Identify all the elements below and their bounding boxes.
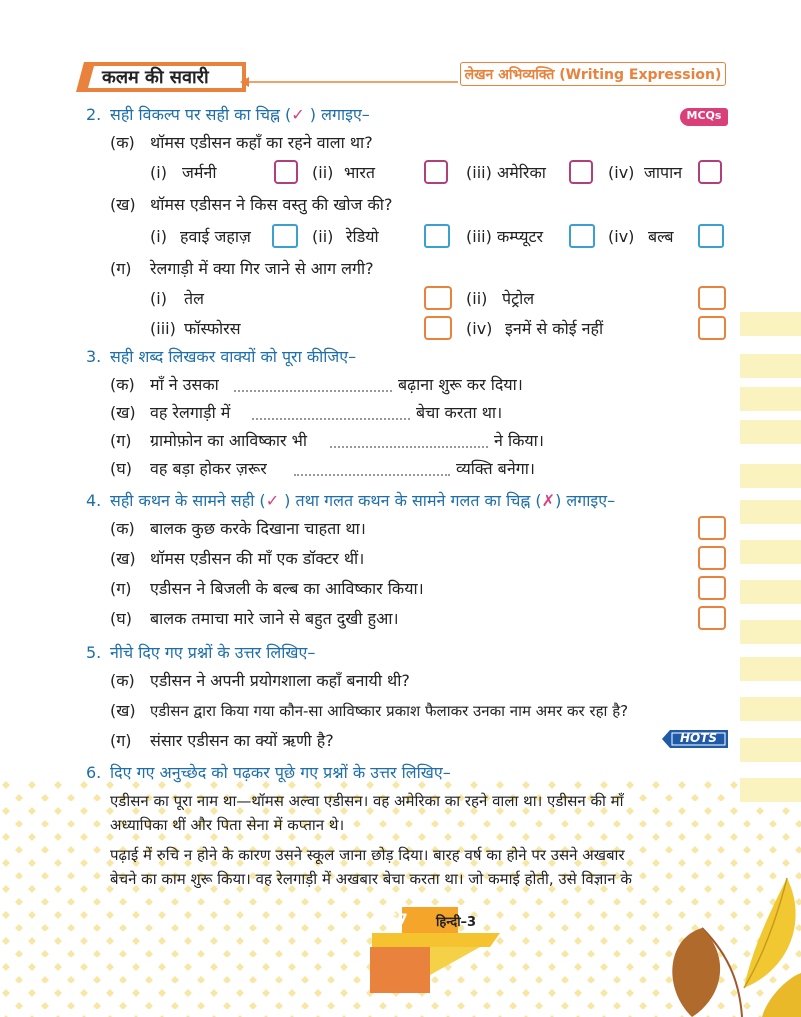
answer-checkbox[interactable] (274, 160, 298, 184)
tick-mark: ✓ (291, 105, 305, 124)
true-false-box[interactable] (698, 546, 726, 570)
option-number: (iv) (466, 319, 493, 338)
blank-line[interactable] (294, 474, 450, 476)
side-stripe (740, 580, 801, 604)
q4-item-label: (क) (110, 519, 135, 538)
q2-ka-label: (क) (110, 133, 135, 152)
q6-number: 6. (86, 763, 102, 782)
q3-item-after: बढ़ाना शुरू कर दिया। (398, 375, 523, 394)
q4-item-label: (घ) (110, 609, 132, 628)
side-stripe (740, 620, 801, 644)
mcq-badge-label: MCQs (686, 109, 722, 122)
q3-item-before: वह बड़ा होकर ज़रूर (150, 459, 267, 478)
section-label-box (460, 62, 726, 86)
q4-title-c: ) लगाइए– (555, 491, 616, 510)
q4-item-label: (ग) (110, 579, 132, 598)
side-stripe (740, 540, 801, 564)
side-stripe (740, 657, 801, 681)
q3-item-after: ने किया। (494, 431, 544, 450)
option-number: (ii) (466, 289, 488, 308)
q5-item-text: एडीसन द्वारा किया गया कौन-सा आविष्कार प्रकाश फैलाकर उनका नाम अमर कर रहा है? (150, 702, 629, 720)
true-false-box[interactable] (698, 576, 726, 600)
leaves-decoration (662, 868, 801, 1017)
option-number: (i) (150, 163, 167, 182)
option-text: बल्ब (648, 227, 674, 246)
option-text: इनमें से कोई नहीं (505, 319, 604, 338)
side-stripe (740, 500, 801, 524)
q3-item-before: ग्रामोफ़ोन का आविष्कार भी (150, 431, 308, 450)
q4-item-text: बालक तमाचा मारे जाने से बहुत दुखी हुआ। (150, 609, 399, 628)
q4-item-label: (ख) (110, 549, 136, 568)
side-stripe (740, 420, 801, 444)
option-number: (iv) (608, 227, 635, 246)
q2-ga-label: (ग) (110, 259, 132, 278)
side-stripe (740, 387, 801, 411)
answer-checkbox[interactable] (569, 160, 593, 184)
header-arrow-line (240, 76, 460, 88)
answer-checkbox[interactable] (424, 224, 450, 248)
side-stripe (740, 778, 801, 802)
q5-title: नीचे दिए गए प्रश्नों के उत्तर लिखिए– (110, 643, 316, 662)
q5-number: 5. (86, 643, 102, 662)
hots-badge-label: HOTS (679, 731, 718, 745)
option-text: भारत (344, 163, 376, 182)
option-text: कम्प्यूटर (497, 227, 544, 246)
answer-checkbox[interactable] (698, 160, 722, 184)
answer-checkbox[interactable] (272, 224, 298, 248)
q3-item-label: (ख) (110, 403, 136, 422)
q3-item-label: (क) (110, 375, 135, 394)
book-label: हिन्दी–3 (436, 915, 477, 930)
q2-title-a: सही विकल्प पर सही का चिह्न ( (110, 105, 292, 124)
q2-ga-question: रेलगाड़ी में क्या गिर जाने से आग लगी? (150, 259, 374, 278)
passage-line: अध्यापिका थीं और पिता सेना में कप्तान थे। (110, 816, 345, 834)
footer-decoration (350, 905, 510, 995)
answer-checkbox[interactable] (698, 286, 726, 310)
page-number: 57 (388, 912, 408, 928)
q3-item-before: माँ ने उसका (150, 375, 219, 394)
q2-kha-label: (ख) (110, 195, 136, 214)
q2-title-b: ) लगाइए– (304, 105, 370, 124)
q3-item-label: (ग) (110, 431, 132, 450)
option-text: रेडियो (346, 227, 379, 246)
side-stripe (740, 738, 801, 762)
option-number: (ii) (312, 227, 334, 246)
answer-checkbox[interactable] (698, 316, 726, 340)
true-false-box[interactable] (698, 606, 726, 630)
q6-title: दिए गए अनुच्छेद को पढ़कर पूछे गए प्रश्नों के उत्तर लिखिए– (110, 763, 451, 782)
option-number: (iv) (608, 163, 635, 182)
passage-line: एडीसन का पूरा नाम था—थॉमस अल्वा एडीसन। वह अमेरिका का रहने वाला था। एडीसन की माँ (110, 792, 624, 810)
answer-checkbox[interactable] (424, 160, 448, 184)
blank-line[interactable] (330, 446, 488, 448)
chapter-title-banner (76, 62, 246, 92)
section-label: लेखन अभिव्यक्ति (Writing Expression) (464, 67, 722, 83)
q5-item-text: संसार एडीसन का क्यों ऋणी है? (150, 731, 334, 750)
q5-item-label: (क) (110, 671, 135, 690)
q4-item-text: एडीसन ने बिजली के बल्ब का आविष्कार किया। (150, 579, 424, 598)
option-text: फॉस्फोरस (184, 319, 241, 338)
passage-line: पढ़ाई में रुचि न होने के कारण उसने स्कूल जाना छोड़ दिया। बारह वर्ष का होने पर उसने अखबार (110, 846, 625, 864)
q2-number: 2. (86, 105, 102, 124)
option-text: जापान (644, 163, 683, 182)
answer-checkbox[interactable] (424, 286, 452, 310)
side-stripe (740, 312, 801, 336)
answer-checkbox[interactable] (424, 316, 452, 340)
option-text: तेल (184, 289, 204, 308)
cross-mark: ✗ (541, 491, 556, 510)
passage-line: बेचने का काम शुरू किया। वह रेलगाड़ी में अखबार बेचा करता था। जो कमाई होती, उसे विज्ञान के (110, 870, 632, 888)
q2-ka-question: थॉमस एडीसन कहाँ का रहने वाला था? (150, 133, 373, 152)
q2-title (110, 104, 370, 126)
chapter-title: कलम की सवारी (102, 67, 209, 88)
q3-item-after: व्यक्ति बनेगा। (456, 459, 535, 478)
option-text: जर्मनी (182, 163, 217, 182)
q4-title (110, 490, 615, 512)
option-number: (ii) (312, 163, 334, 182)
option-text: हवाई जहाज़ (180, 227, 251, 246)
q5-item-label: (ख) (110, 701, 136, 720)
answer-checkbox[interactable] (698, 224, 724, 248)
option-number: (iii) (466, 163, 492, 182)
q3-item-after: बेचा करता था। (416, 403, 503, 422)
q5-item-text: एडीसन ने अपनी प्रयोगशाला कहाँ बनायी थी? (150, 671, 410, 690)
side-stripe (740, 354, 801, 378)
q4-item-text: थॉमस एडीसन की माँ एक डॉक्टर थीं। (150, 549, 365, 568)
true-false-box[interactable] (698, 516, 726, 540)
option-number: (i) (150, 289, 167, 308)
q3-item-before: वह रेलगाड़ी में (150, 403, 231, 422)
hots-badge (662, 730, 728, 748)
q4-number: 4. (86, 491, 102, 510)
answer-checkbox[interactable] (569, 224, 595, 248)
option-number: (i) (150, 227, 167, 246)
option-text: अमेरिका (497, 163, 546, 182)
q2-kha-question: थॉमस एडीसन ने किस वस्तु की खोज की? (150, 195, 393, 214)
mcq-badge (680, 108, 728, 126)
blank-line[interactable] (234, 390, 392, 392)
q3-title: सही शब्द लिखकर वाक्यों को पूरा कीजिए– (110, 347, 357, 366)
blank-line[interactable] (252, 418, 410, 420)
option-number: (iii) (150, 319, 176, 338)
q4-title-a: सही कथन के सामने सही ( (110, 491, 266, 510)
q5-item-label: (ग) (110, 731, 132, 750)
side-stripe (740, 697, 801, 721)
q3-item-label: (घ) (110, 459, 132, 478)
q4-item-text: बालक कुछ करके दिखाना चाहता था। (150, 519, 366, 538)
option-number: (iii) (466, 227, 492, 246)
q3-number: 3. (86, 347, 102, 366)
q4-title-b: ) तथा गलत कथन के सामने गलत का चिह्न ( (279, 491, 542, 510)
tick-mark: ✓ (265, 491, 280, 510)
side-stripe (740, 464, 801, 488)
option-text: पेट्रोल (502, 289, 535, 308)
